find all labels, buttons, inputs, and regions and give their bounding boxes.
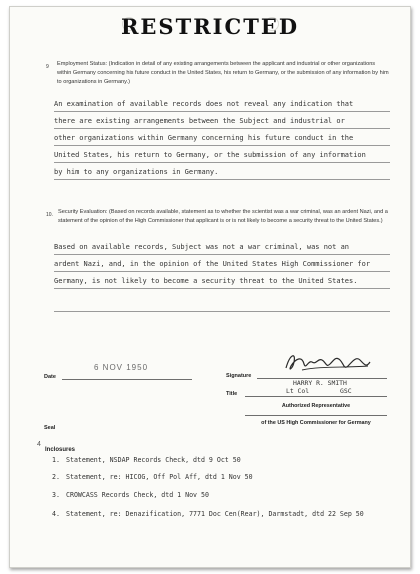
answer-line: United States, his return to Germany, or the submission of any information <box>54 146 390 163</box>
section-10-number: 10. <box>46 212 53 218</box>
signature-label: Signature <box>226 373 252 379</box>
date-rule <box>62 379 192 380</box>
answer-line: Based on available records, Subject was not a war criminal, was not an <box>54 238 390 255</box>
title-label: Title <box>226 391 238 397</box>
authorized-representative-line2: of the US High Commissioner for Germany <box>261 420 371 426</box>
inclosure-item: 3. CROWCASS Records Check, dtd 1 Nov 50 <box>52 491 209 499</box>
section-9-question: Employment Status: (Indication in detail of any existing arrangements between the applicant and industrial or other organizations within Germany concerning his future conduct in the United States, his return to Germany, or the submission of any information by him to organizations in Germany.) <box>57 61 389 85</box>
answer-line: there are existing arrangements between the Subject and industrial or <box>54 112 390 129</box>
document-page <box>9 6 411 568</box>
answer-line: other organizations within Germany concerning his future conduct in the <box>54 129 390 146</box>
answer-line: Germany, is not likely to become a security threat to the United States. <box>54 272 390 289</box>
inclosures-title: Inclosures <box>45 447 76 453</box>
inclosure-item: 2. Statement, re: HICOG, Off Pol Aff, dtd 1 Nov 50 <box>52 473 253 481</box>
date-label: Date <box>44 374 56 380</box>
handwritten-signature <box>282 348 372 378</box>
inclosure-item: 4. Statement, re: Denazification, 7771 Doc Cen(Rear), Darmstadt, dtd 22 Sep 50 <box>52 510 364 518</box>
section-9-answer <box>54 95 390 180</box>
answer-line: by him to any organizations in Germany. <box>54 163 390 180</box>
answer-line: An examination of available records does not reveal any indication that <box>54 95 390 112</box>
title-branch: GSC <box>340 387 352 395</box>
section-10-question: Security Evaluation: (Based on records available, statement as to whether the scientist was a war criminal, was an ardent Nazi, and a statement of the opinion of the High Commissioner that applicant is or is not likely to become a security threat to the United States.) <box>58 209 388 224</box>
answer-line: ardent Nazi, and, in the opinion of the United States High Commissioner for <box>54 255 390 272</box>
blank-line <box>54 311 390 312</box>
authorized-representative-line1: Authorized Representative <box>281 403 351 409</box>
section-10-answer <box>54 238 390 289</box>
classification-heading: RESTRICTED <box>120 14 300 39</box>
inclosure-item: 1. Statement, NSDAP Records Check, dtd 9 Oct 50 <box>52 456 241 464</box>
seal-label: Seal <box>44 425 56 431</box>
title-rank: Lt Col <box>286 387 310 395</box>
section-9-number: 9 <box>46 64 49 70</box>
inclosure-count-handwritten: 4 <box>37 441 41 448</box>
signer-name: HARRY R. SMITH <box>293 379 347 387</box>
authorized-rule <box>245 415 387 416</box>
date-stamp: 6 NOV 1950 <box>94 363 149 372</box>
title-rule <box>245 396 387 397</box>
